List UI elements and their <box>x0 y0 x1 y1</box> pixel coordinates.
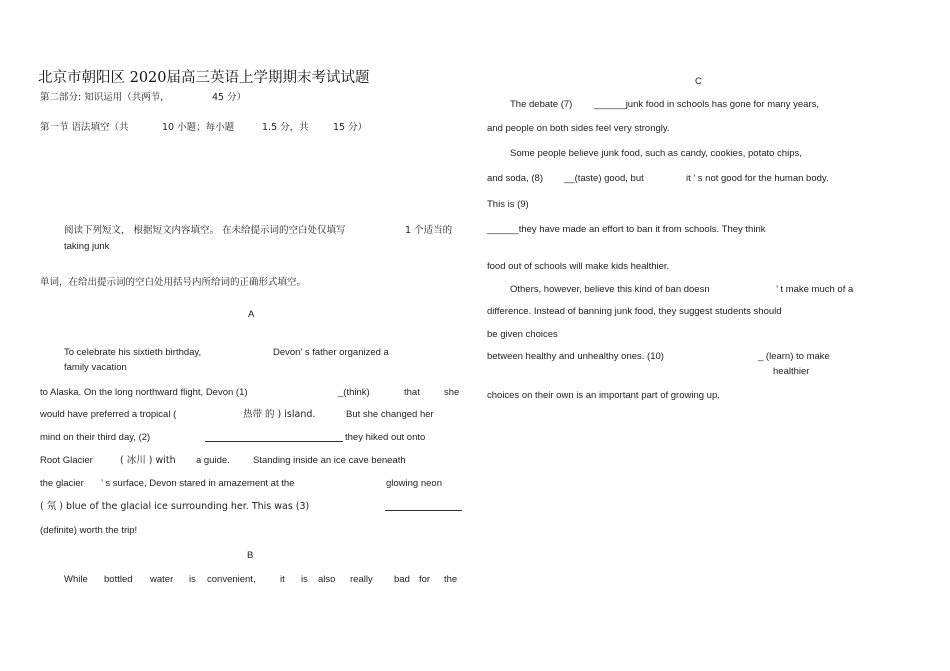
passage-a-line: To celebrate his sixtieth birthday, <box>64 347 202 358</box>
passage-b-word: bottled <box>104 574 133 585</box>
passage-c-line: This is (9) <box>487 199 529 210</box>
passage-b-word: really <box>350 574 373 585</box>
passage-b-label: B <box>247 550 254 561</box>
passage-b-word: it <box>280 574 285 585</box>
passage-a-line: ’ s surface, Devon stared in amazement at the <box>101 478 295 489</box>
passage-c-line: be given choices <box>487 329 558 340</box>
passage-a-line: Root Glacier <box>40 455 93 466</box>
passage-c-line: it ’ s not good for the human body. <box>686 173 829 184</box>
passage-b-word: While <box>64 574 88 585</box>
passage-a-line: family vacation <box>64 362 127 373</box>
passage-a-line: ( 氖 ) blue of the glacial ice surrounding her. This was (3) <box>40 501 310 512</box>
passage-a-label: A <box>248 309 255 320</box>
page-title: 北京市朝阳区 2020届高三英语上学期期末考试试题 <box>38 70 370 86</box>
passage-a-line: a guide. <box>196 455 230 466</box>
passage-a-gloss: 热带 的 ) island. <box>243 409 316 420</box>
passage-a-line: But she changed her <box>346 409 434 420</box>
passage-a-line: they hiked out onto <box>345 432 426 443</box>
blank-3-line[interactable] <box>385 501 462 511</box>
passage-a-gloss: ( 冰川 ) with <box>120 455 176 466</box>
passage-b-word: also <box>318 574 336 585</box>
passage-c-line: food out of schools will make kids healthier. <box>487 261 670 272</box>
passage-a-line: to Alaska. On the long northward flight, Devon (1) <box>40 387 248 398</box>
passage-c-line: The debate (7) <box>510 99 573 110</box>
passage-c-line: and people on both sides feel very strongly. <box>487 123 670 134</box>
section-each-score: 1.5 分，共 <box>262 122 309 133</box>
section-count: 10 小题；每小题 <box>162 122 235 133</box>
passage-c-line: Others, however, believe this kind of ban doesn <box>510 284 710 295</box>
blank-2-line[interactable] <box>205 432 343 442</box>
blank-1-hint: _(think) <box>338 387 370 398</box>
passage-a-line: (definite) worth the trip! <box>40 525 138 536</box>
blank-7-line: ______junk food in schools has gone for many years, <box>594 99 819 110</box>
passage-c-label: C <box>695 76 702 87</box>
passage-c-line: between healthy and unhealthy ones. (10) <box>487 351 664 362</box>
passage-a-line: mind on their third day, (2) <box>40 432 151 443</box>
passage-a-word: she <box>444 387 460 398</box>
passage-b-word: is <box>189 574 196 585</box>
passage-b-word: is <box>301 574 308 585</box>
instruction-count: 1 个适当的 <box>405 225 453 236</box>
passage-b-word: the <box>444 574 458 585</box>
passage-a-line: the glacier <box>40 478 84 489</box>
part-heading: 第二部分: 知识运用（共两节, <box>40 92 164 103</box>
passage-c-line: difference. Instead of banning junk food, they suggest students should <box>487 306 782 317</box>
passage-b-word: bad <box>394 574 410 585</box>
blank-10-hint: _ (learn) to make <box>758 351 830 362</box>
passage-c-line: healthier <box>773 366 810 377</box>
passage-c-line: ’ t make much of a <box>776 284 854 295</box>
passage-a-word: that <box>404 387 420 398</box>
passage-b-word: convenient, <box>207 574 256 585</box>
part-score: 45 分） <box>212 92 247 103</box>
passage-a-line: glowing neon <box>386 478 442 489</box>
passage-c-line: and soda, (8) <box>487 173 543 184</box>
passage-b-word: water <box>150 574 174 585</box>
passage-c-line: Some people believe junk food, such as candy, cookies, potato chips, <box>510 148 802 159</box>
blank-9-line: ______they have made an effort to ban it from schools. They think <box>487 224 766 235</box>
instruction-line-1: 阅读下列短文， 根据短文内容填空。 在未给提示词的空白处仅填写 <box>64 225 346 236</box>
passage-c-line: choices on their own is an important part of growing up. <box>487 390 720 401</box>
passage-b-word: for <box>419 574 431 585</box>
instruction-line-1b: taking junk <box>64 241 110 252</box>
passage-a-line: would have preferred a tropical ( <box>40 409 177 420</box>
section-total: 15 分） <box>333 122 368 133</box>
passage-a-line: Devon’ s father organized a <box>273 347 389 358</box>
blank-8-hint: __(taste) good, but <box>564 173 644 184</box>
section-heading: 第一节 语法填空（共 <box>40 122 129 133</box>
instruction-line-2: 单词，在给出提示词的空白处用括号内所给词的正确形式填空。 <box>40 277 307 288</box>
passage-a-line: Standing inside an ice cave beneath <box>253 455 406 466</box>
